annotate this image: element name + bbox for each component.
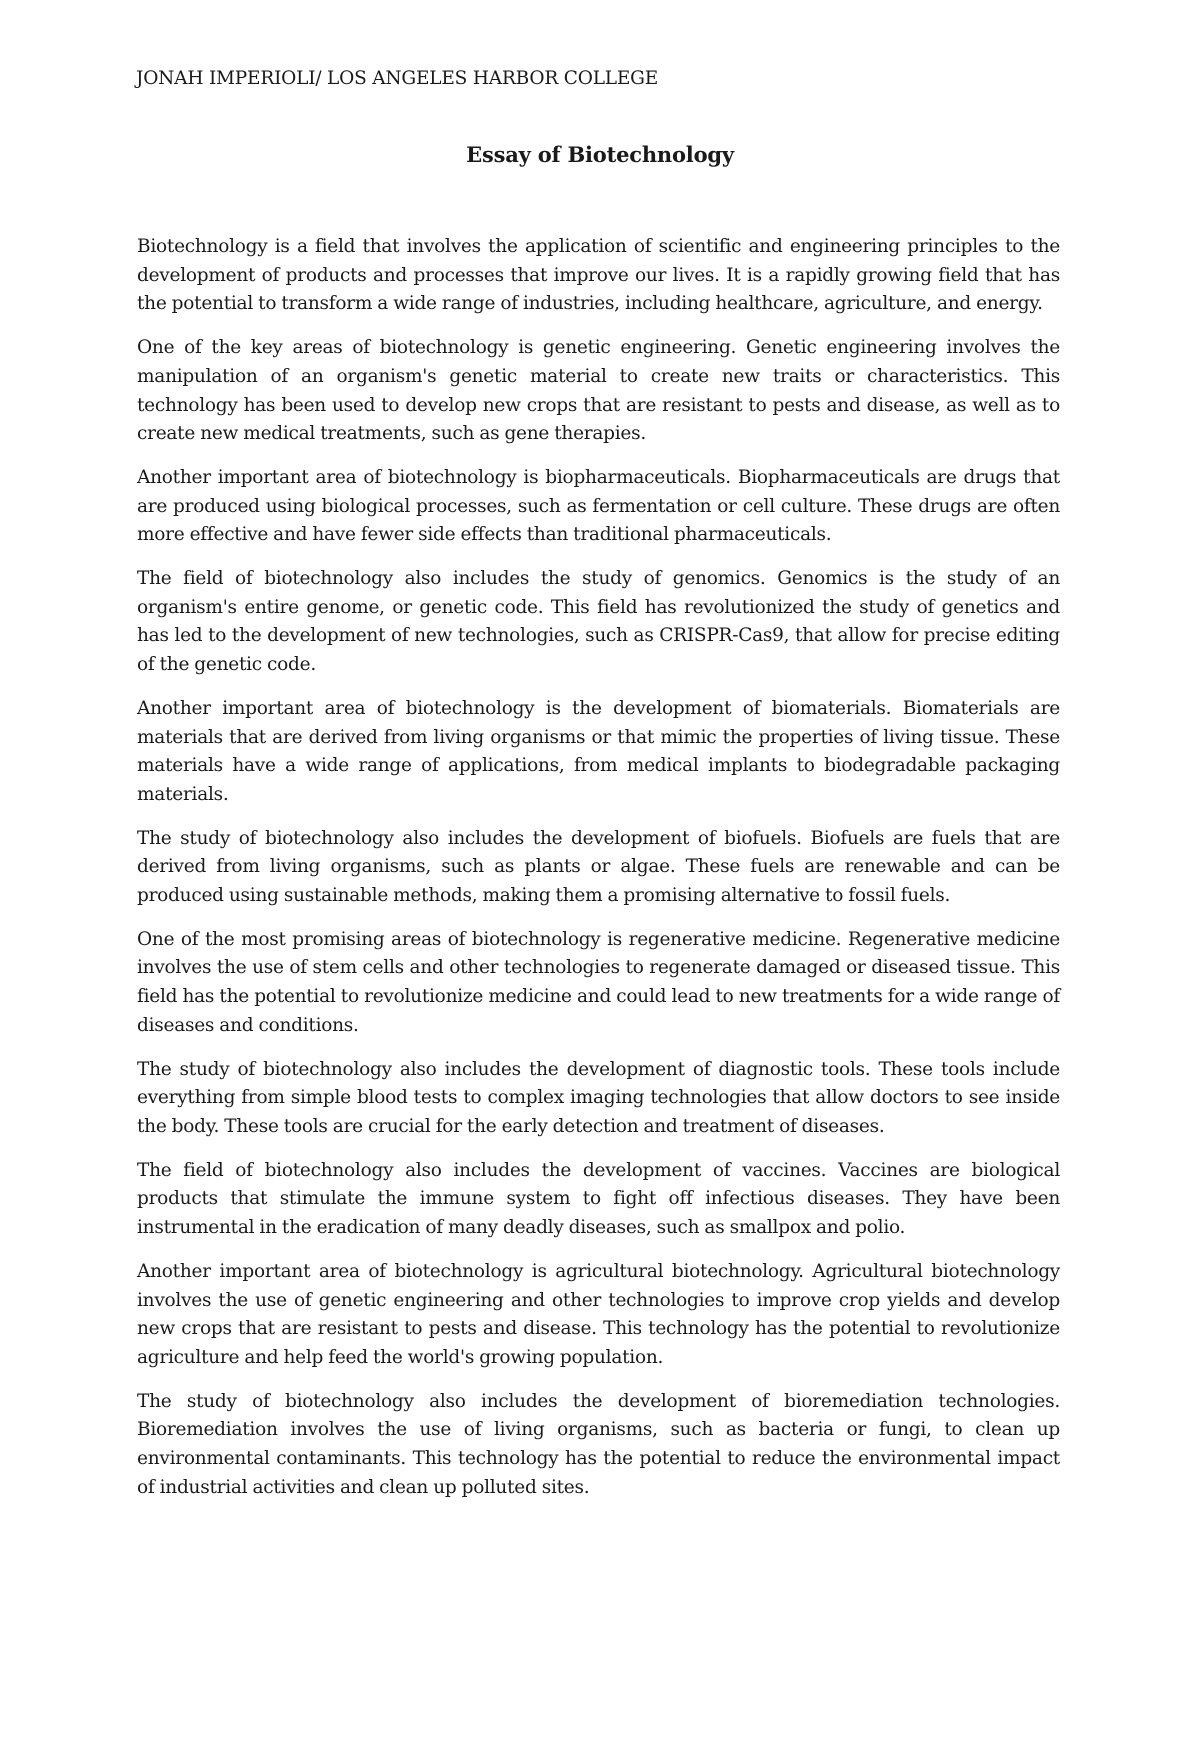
paragraph: The field of biotechnology also includes the study of genomics. Genomics is the study of an organism's entire genome, or genetic code. This field has revolutionized the study of genetics and has led to the development of new technologies, such as CRISPR-Cas9, that allow for precise editing of the genetic code. (137, 568, 1060, 676)
essay-title: Essay of Biotechnology (466, 142, 734, 167)
paragraph: Another important area of biotechnology is the development of biomaterials. Biomaterials are materials that are derived from living organisms or that mimic the properties of living tissue. These materials have a wide range of applications, from medical implants to biodegradable packaging materials. (137, 697, 1060, 805)
paragraph: Another important area of biotechnology is biopharmaceuticals. Biopharmaceuticals are drugs that are produced using biological processes, such as fermentation or cell culture. These drugs are often more effective and have fewer side effects than traditional pharmaceuticals. (137, 466, 1060, 546)
author-header: JONAH IMPERIOLI/ LOS ANGELES HARBOR COLLEGE (136, 68, 659, 89)
paragraph: The study of biotechnology also includes the development of diagnostic tools. These tools include everything from simple blood tests to complex imaging technologies that allow doctors to see inside the body. These tools are crucial for the early detection and treatment of diseases. (137, 1058, 1060, 1137)
paragraph: The study of biotechnology also includes the development of biofuels. Biofuels are fuels that are derived from living organisms, such as plants or algae. These fuels are renewable and can be produced using sustainable methods, making them a promising alternative to fossil fuels. (137, 827, 1060, 907)
paragraph: One of the most promising areas of biotechnology is regenerative medicine. Regenerative medicine involves the use of stem cells and other technologies to regenerate damaged or diseased tissue. This field has the potential to revolutionize medicine and could lead to new treatments for a wide range of diseases and conditions. (137, 928, 1060, 1036)
paragraph: One of the key areas of biotechnology is genetic engineering. Genetic engineering involves the manipulation of an organism's genetic material to create new traits or characteristics. This technology has been used to develop new crops that are resistant to pests and disease, as well as to create new medical treatments, such as gene therapies. (137, 337, 1060, 445)
paragraph: The study of biotechnology also includes the development of bioremediation technologies. Bioremediation involves the use of living organisms, such as bacteria or fungi, to clean up environmental contaminants. This technology has the potential to reduce the environmental impact of industrial activities and clean up polluted sites. (137, 1390, 1060, 1498)
paragraph: Biotechnology is a field that involves the application of scientific and engineering principles to the development of products and processes that improve our lives. It is a rapidly growing field that has the potential to transform a wide range of industries, including healthcare, agriculture, and energy. (137, 236, 1060, 315)
essay-body (137, 233, 1060, 1517)
paragraph: Another important area of biotechnology is agricultural biotechnology. Agricultural biotechnology involves the use of genetic engineering and other technologies to improve crop yields and develop new crops that are resistant to pests and disease. This technology has the potential to revolutionize agriculture and help feed the world's growing population. (137, 1260, 1060, 1368)
paragraph: The field of biotechnology also includes the development of vaccines. Vaccines are biological products that stimulate the immune system to fight off infectious diseases. They have been instrumental in the eradication of many deadly diseases, such as smallpox and polio. (137, 1159, 1060, 1239)
